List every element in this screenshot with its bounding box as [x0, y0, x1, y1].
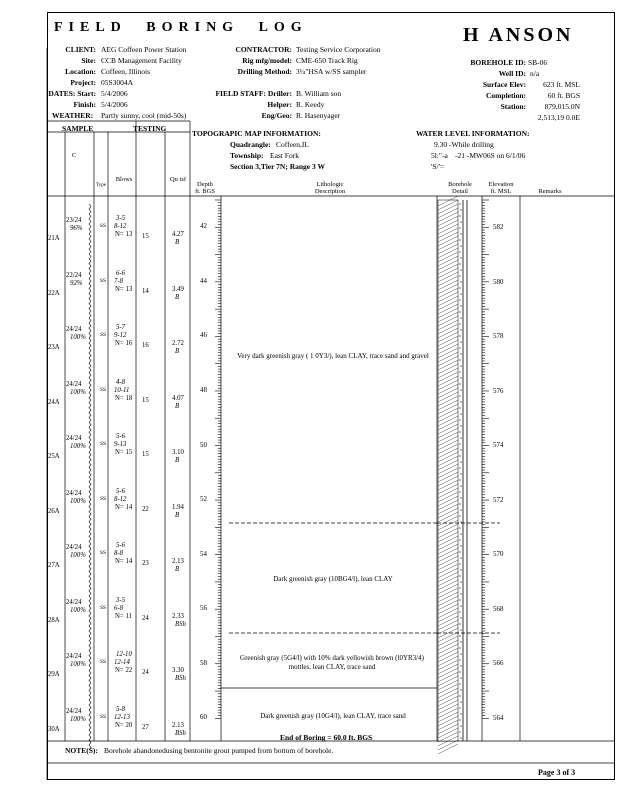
- sample-blows-2: 7-8: [114, 277, 124, 285]
- sand-dot: [459, 515, 460, 516]
- sample-blows-1: 12-10: [116, 651, 132, 659]
- sand-dot: [459, 551, 460, 552]
- sand-dot: [460, 473, 461, 474]
- driller-label: FIELD STAFF: Driller:: [215, 89, 292, 98]
- depth-tick-label: 50: [200, 440, 207, 449]
- sample-blows-1: 5-6: [116, 433, 126, 441]
- litho-desc-3: Greenish gray (5G4/l) with 10% dark yellowish brown (l0YR3/4) mottles, lean CLAY, trace sand: [240, 654, 424, 671]
- sand-dot: [459, 599, 460, 600]
- sand-dot: [459, 467, 460, 468]
- sample-n-value: N= 22: [115, 667, 133, 675]
- weather-value: Partly sunny, cool (mid-50s): [101, 111, 187, 120]
- sand-dot: [460, 509, 461, 510]
- sand-dot: [459, 503, 460, 504]
- sand-dot: [460, 281, 461, 282]
- page-number: Page 3 of 3: [538, 768, 576, 777]
- sample-qu-type: B: [175, 239, 180, 246]
- sand-dot: [459, 359, 460, 360]
- borehole-col-header-2: Detail: [452, 188, 468, 195]
- well-id-value: n/a: [530, 69, 540, 78]
- testing-header: TESTING: [133, 124, 167, 133]
- surface-elev-value: 623 ft. MSL: [543, 80, 580, 89]
- sand-dot: [459, 491, 460, 492]
- sample-recovery: 24/24: [66, 380, 82, 388]
- sample-moisture: 27: [142, 724, 149, 732]
- start-label: DATES: Start:: [48, 89, 96, 98]
- well-id-label: Well ID:: [498, 69, 526, 78]
- sand-dot: [459, 275, 460, 276]
- topo-title: TOPOGRAPIC MAP INFORMATION:: [192, 129, 321, 138]
- elevation-tick-label: 564: [493, 714, 504, 723]
- sample-moisture: 22: [142, 505, 149, 513]
- sample-blows-2: 10-11: [114, 386, 130, 394]
- station-e-value: 2,513,19 0.0E: [537, 113, 580, 122]
- sample-moisture: 24: [142, 669, 149, 677]
- sand-dot: [460, 377, 461, 378]
- sand-dot: [460, 641, 461, 642]
- sample-id: 27A: [48, 562, 60, 570]
- sample-moisture: 15: [142, 233, 149, 240]
- depth-tick-label: 56: [200, 604, 207, 613]
- sand-dot: [459, 683, 460, 684]
- sample-recovery-marker: [89, 531, 91, 586]
- sand-dot: [459, 215, 460, 216]
- sample-qu: 1.94: [172, 503, 184, 511]
- sand-dot: [459, 479, 460, 480]
- sand-dot: [459, 323, 460, 324]
- elevation-tick-label: 568: [493, 604, 504, 613]
- sample-qu: 4.07: [172, 394, 184, 402]
- sample-type: SS: [100, 277, 107, 284]
- water-2: -21 -MW06S on 6/1/06: [455, 151, 526, 160]
- sample-blows-1: 5-8: [116, 706, 126, 714]
- project-value: 05S3004A: [101, 78, 134, 87]
- grout-hatch: [438, 740, 458, 750]
- sample-blows-2: 6-8: [114, 604, 124, 612]
- sand-dot: [459, 407, 460, 408]
- finish-label: Finish:: [73, 100, 96, 109]
- sand-dot: [460, 593, 461, 594]
- depth-tick-label: 42: [200, 222, 207, 231]
- contractor-label: CONTRACTOR:: [235, 45, 292, 54]
- enggeo-label: Eng/Geo:: [261, 111, 292, 120]
- sample-recovery-pct: 100%: [70, 661, 86, 669]
- sand-dot: [459, 335, 460, 336]
- sample-recovery-pct: 92%: [70, 279, 83, 287]
- sample-recovery-pct: 100%: [70, 497, 86, 505]
- sand-dot: [459, 371, 460, 372]
- sample-recovery-marker: [89, 368, 91, 423]
- sand-dot: [459, 227, 460, 228]
- sand-dot: [459, 299, 460, 300]
- sand-dot: [460, 497, 461, 498]
- sample-id: 26A: [48, 507, 60, 515]
- sample-qu-type: B: [175, 348, 180, 356]
- elev-unit-header: ft. MSL: [490, 188, 512, 195]
- sand-dot: [460, 329, 461, 330]
- depth-tick-label: 52: [200, 495, 207, 504]
- sand-dot: [459, 419, 460, 420]
- location-value: Coffeen, Illinois: [101, 67, 151, 76]
- sample-type: SS: [100, 659, 107, 666]
- finish-value: 5/4/2006: [101, 100, 128, 109]
- sand-dot: [460, 305, 461, 306]
- sample-recovery-marker: [89, 695, 91, 750]
- elev-col-header: Elevation: [488, 181, 514, 188]
- sample-n-value: N= 16: [115, 340, 133, 348]
- elevation-tick-label: 582: [493, 223, 504, 231]
- sand-dot: [459, 659, 460, 660]
- litho-desc-4: Dark greenish gray (10G4/l), lean CLAY, trace sand: [260, 712, 406, 720]
- sample-qu: 2.72: [172, 340, 184, 348]
- elevation-tick-label: 574: [493, 441, 504, 450]
- sand-dot: [460, 233, 461, 234]
- sample-qu: 3.10: [172, 449, 184, 457]
- sand-dot: [460, 353, 461, 354]
- sand-dot: [459, 311, 460, 312]
- weather-label: WEATHER:: [52, 111, 94, 120]
- sample-qu-type: B: [175, 566, 180, 574]
- sample-qu-type: B: [175, 293, 180, 301]
- client-label: CLIENT:: [65, 45, 96, 54]
- end-of-boring: End of Boring = 60.0 ft. BGS: [280, 733, 373, 742]
- sand-dot: [460, 545, 461, 546]
- sample-recovery-pct: 96%: [70, 225, 83, 232]
- water-3: 'S/'=: [431, 162, 445, 171]
- water-title: WATER LEVEL INFORMATION:: [416, 129, 530, 138]
- station-label: Station:: [500, 102, 526, 111]
- sand-dot: [460, 725, 461, 726]
- site-label: Site:: [81, 56, 96, 65]
- sample-n-value: N= 20: [115, 722, 133, 730]
- sample-blows-2: 12-14: [114, 659, 130, 667]
- sample-blows-2: 8-12: [114, 223, 127, 230]
- sample-recovery-marker: [89, 204, 91, 259]
- water-1: 9.30 -While drilling: [434, 140, 494, 149]
- sand-dot: [459, 455, 460, 456]
- sample-moisture: 23: [142, 560, 149, 568]
- township-label: Township:: [230, 151, 264, 160]
- surface-elev-label: Surface Elev:: [482, 80, 526, 89]
- sample-id: 24A: [48, 398, 60, 406]
- sample-recovery-marker: [89, 422, 91, 477]
- sand-dot: [460, 533, 461, 534]
- sample-moisture: 15: [142, 396, 149, 404]
- sand-dot: [460, 701, 461, 702]
- sand-dot: [459, 731, 460, 732]
- township-value: East Fork: [270, 151, 299, 160]
- sample-qu: 4.27: [172, 231, 184, 238]
- sample-moisture: 16: [142, 342, 149, 350]
- sample-recovery: 24/24: [66, 708, 82, 716]
- sand-dot: [459, 383, 460, 384]
- remarks-col-header: Remarks: [538, 188, 562, 195]
- sand-dot: [459, 263, 460, 264]
- sample-n-value: N= 14: [115, 558, 133, 566]
- sand-dot: [460, 449, 461, 450]
- sand-dot: [459, 719, 460, 720]
- depth-tick-label: 48: [200, 385, 207, 394]
- sample-qu: 2.13: [172, 558, 184, 566]
- sand-dot: [459, 431, 460, 432]
- sample-recovery: 24/24: [66, 435, 82, 443]
- site-value: CCB Management Facility: [101, 56, 182, 65]
- sand-dot: [460, 689, 461, 690]
- sample-id: 21A: [48, 235, 60, 242]
- sand-dot: [459, 287, 460, 288]
- sample-id: 30A: [48, 726, 60, 734]
- sand-dot: [459, 395, 460, 396]
- sand-dot: [460, 257, 461, 258]
- sand-dot: [460, 581, 461, 582]
- sample-col-header: C: [71, 152, 77, 159]
- sand-dot: [459, 347, 460, 348]
- sample-recovery-marker: [89, 586, 91, 641]
- sand-dot: [460, 293, 461, 294]
- litho-col-header-2: Description: [314, 188, 346, 195]
- sample-recovery-pct: 100%: [70, 388, 86, 396]
- sample-blows-2: 8-12: [114, 495, 127, 503]
- sample-n-value: N= 18: [115, 394, 133, 402]
- sample-id: 29A: [48, 671, 60, 679]
- sample-type: SS: [100, 332, 107, 339]
- depth-tick-label: 46: [200, 331, 207, 340]
- quadrangle-value: Coffeen,IL: [276, 140, 309, 149]
- sample-n-value: N= 13: [115, 285, 133, 293]
- qu-col-header: Qu tsf: [169, 176, 187, 183]
- sand-dot: [460, 365, 461, 366]
- sand-dot: [459, 575, 460, 576]
- sample-n-value: N= 13: [115, 231, 133, 238]
- sample-blows-2: 9-12: [114, 332, 127, 340]
- sample-blows-1: 5-7: [116, 324, 126, 332]
- sand-dot: [460, 401, 461, 402]
- sand-dot: [460, 569, 461, 570]
- sand-dot: [460, 713, 461, 714]
- sample-recovery-pct: 100%: [70, 443, 86, 451]
- depth-tick-label: 44: [200, 276, 207, 285]
- sample-qu-type: B: [175, 457, 180, 465]
- sand-dot: [459, 251, 460, 252]
- sand-dot: [459, 707, 460, 708]
- sample-n-value: N= 14: [115, 503, 133, 511]
- sample-recovery-pct: 100%: [70, 334, 86, 342]
- sand-dot: [460, 677, 461, 678]
- sample-recovery: 24/24: [66, 489, 82, 497]
- rig-label: Rig mfg/model:: [242, 56, 292, 65]
- station-n-value: 879,015.0N: [544, 102, 580, 111]
- sample-moisture: 24: [142, 614, 149, 622]
- depth-col-header: Depth: [197, 181, 213, 188]
- sample-blows-1: 6-6: [116, 269, 126, 277]
- borehole-detail-graphic: [438, 196, 467, 754]
- sample-qu-type: BSh: [175, 620, 186, 628]
- borehole-col-header: Borehole: [448, 181, 472, 188]
- sand-dot: [459, 587, 460, 588]
- sample-blows-2: 12-13: [114, 714, 130, 722]
- sample-qu-type: B: [175, 511, 180, 519]
- sample-recovery-marker: [89, 640, 91, 695]
- rig-value: CME-650 Track Rig: [296, 56, 358, 65]
- location-label: Location:: [65, 67, 96, 76]
- sample-type: SS: [100, 386, 107, 393]
- elevation-tick-label: 570: [493, 550, 504, 559]
- client-value: AEG Coffeen Power Station: [101, 45, 187, 54]
- notes-text: Borehole abandonedusing bentonite grout pumped from bottom of borehole.: [104, 746, 334, 755]
- borehole-id-value: SB-06: [528, 58, 548, 67]
- sample-type: SS: [100, 495, 107, 502]
- sample-recovery: 23/24: [66, 217, 82, 224]
- sample-qu: 3.49: [172, 285, 184, 293]
- sample-recovery-pct: 100%: [70, 552, 86, 560]
- sample-recovery-pct: 100%: [70, 716, 86, 724]
- sample-moisture: 15: [142, 451, 149, 459]
- sand-dot: [460, 317, 461, 318]
- sand-dot: [460, 653, 461, 654]
- sample-recovery: 24/24: [66, 544, 82, 552]
- sample-id: 22A: [48, 289, 60, 297]
- sand-dot: [460, 269, 461, 270]
- sand-dot: [459, 563, 460, 564]
- sample-id: 28A: [48, 616, 60, 624]
- sample-type: SS: [100, 604, 107, 611]
- sample-qu-type: BSh: [175, 675, 186, 683]
- sand-dot: [460, 389, 461, 390]
- sample-qu: 2.13: [172, 722, 184, 730]
- sample-qu: 2.33: [172, 612, 184, 620]
- elevation-tick-label: 580: [493, 277, 504, 286]
- sample-blows-1: 4-8: [116, 378, 126, 386]
- borehole-id-label: BOREHOLE ID:: [470, 58, 526, 67]
- litho-col-header: Lithologic: [316, 181, 344, 188]
- sample-blows-1: 5-6: [116, 542, 126, 550]
- quadrangle-label: Quadrangle:: [230, 140, 271, 149]
- sample-blows-1: 5-6: [116, 487, 126, 495]
- elevation-tick-label: 572: [493, 495, 504, 504]
- sand-dot: [459, 623, 460, 624]
- litho-desc-1: Very dark greenish gray ( 1 0Y3/), lean CLAY, trace sand and gravel: [237, 352, 429, 360]
- type-col-header: Type: [96, 183, 106, 188]
- sand-dot: [459, 635, 460, 636]
- driller-value: B. William son: [296, 89, 342, 98]
- sample-type: SS: [100, 550, 107, 557]
- sample-type: SS: [100, 714, 107, 721]
- sand-dot: [460, 629, 461, 630]
- sand-dot: [459, 671, 460, 672]
- sand-dot: [459, 527, 460, 528]
- sample-type: SS: [100, 441, 107, 448]
- sand-dot: [460, 425, 461, 426]
- company-logo: H ANSON: [463, 24, 574, 46]
- depth-tick-label: 54: [200, 549, 207, 558]
- sand-dot: [460, 665, 461, 666]
- sand-dot: [460, 413, 461, 414]
- sample-recovery-marker: [89, 313, 91, 368]
- sample-header: SAMPLE: [62, 124, 94, 133]
- sample-recovery: 24/24: [66, 653, 82, 661]
- completion-label: Completion:: [486, 91, 526, 100]
- sand-dot: [460, 737, 461, 738]
- sand-dot: [460, 617, 461, 618]
- sample-recovery-pct: 100%: [70, 606, 86, 614]
- sand-dot: [459, 443, 460, 444]
- sample-qu-type: B: [175, 402, 180, 410]
- sample-id: 23A: [48, 344, 60, 352]
- sample-moisture: 14: [142, 287, 149, 295]
- sand-dot: [460, 209, 461, 210]
- sample-n-value: N= 15: [115, 449, 133, 457]
- elevation-tick-label: 576: [493, 386, 504, 395]
- depth-unit-header: ft. BGS: [195, 188, 215, 195]
- sample-blows-2: 9-13: [114, 441, 127, 449]
- contractor-value: Testing Service Corporation: [296, 45, 381, 54]
- sample-id: 25A: [48, 453, 60, 461]
- sand-dot: [460, 221, 461, 222]
- project-label: Project:: [70, 78, 96, 87]
- sample-qu-type: BSh: [175, 730, 186, 738]
- sand-dot: [459, 539, 460, 540]
- start-value: 5/4/2006: [101, 89, 128, 98]
- sample-type: SS: [100, 223, 107, 229]
- sand-dot: [460, 461, 461, 462]
- sand-dot: [459, 695, 460, 696]
- sand-dot: [460, 485, 461, 486]
- elevation-tick-label: 578: [493, 332, 504, 341]
- sample-recovery-marker: [89, 477, 91, 532]
- water-2-prefix: 5l:"-a: [431, 151, 448, 160]
- sample-recovery: 24/24: [66, 598, 82, 606]
- notes-label: NOTE(S):: [65, 746, 98, 755]
- sand-dot: [460, 245, 461, 246]
- completion-value: 60 ft. BGS: [547, 91, 580, 100]
- sample-qu: 3.30: [172, 667, 184, 675]
- section-line: Section 3,Tier 7N; Range 3 W: [230, 162, 325, 171]
- sand-dot: [460, 341, 461, 342]
- sand-dot: [460, 437, 461, 438]
- sample-recovery: 22/24: [66, 271, 82, 279]
- blows-col-header: Blows: [115, 176, 133, 183]
- drilling-method-value: 3¼"HSA w/SS sampler: [296, 67, 367, 76]
- litho-desc-2: Dark greenish gray (10BG4/l), lean CLAY: [273, 575, 393, 583]
- sand-dot: [459, 611, 460, 612]
- sand-dot: [460, 557, 461, 558]
- depth-tick-label: 60: [200, 713, 207, 722]
- sample-blows-1: 3-5: [116, 596, 126, 604]
- sample-blows-2: 8-8: [114, 550, 124, 558]
- sand-dot: [460, 605, 461, 606]
- sample-n-value: N= 11: [115, 612, 132, 620]
- grout-hatch: [438, 744, 458, 754]
- enggeo-value: R. Hasenyager: [296, 111, 341, 120]
- document-title: FIELD BORING LOG: [54, 20, 308, 35]
- drilling-method-label: Drilling Method:: [237, 67, 292, 76]
- helper-value: R. Keedy: [296, 100, 325, 109]
- sample-recovery-marker: [89, 259, 91, 314]
- sand-dot: [459, 203, 460, 204]
- elevation-tick-label: 566: [493, 659, 504, 668]
- depth-tick-label: 58: [200, 658, 207, 667]
- sand-dot: [459, 239, 460, 240]
- helper-label: Helper:: [267, 100, 292, 109]
- sample-recovery: 24/24: [66, 326, 82, 334]
- sand-dot: [460, 521, 461, 522]
- sample-blows-1: 3-5: [116, 215, 126, 222]
- sand-dot: [459, 647, 460, 648]
